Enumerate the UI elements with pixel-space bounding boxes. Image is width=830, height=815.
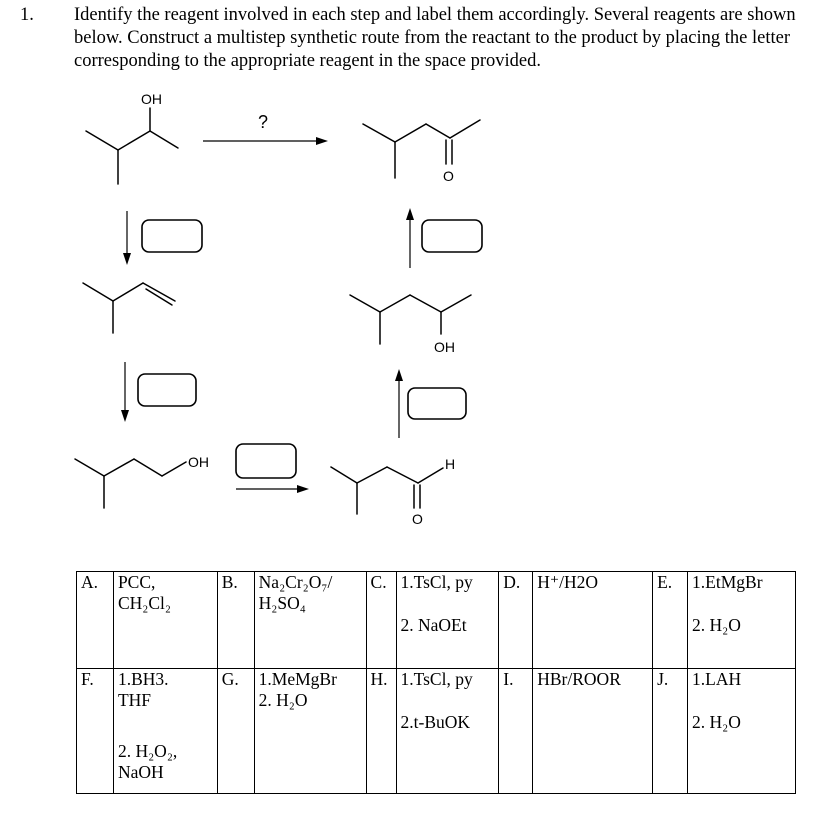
- reagent-c-cell: [396, 572, 499, 669]
- unknown-reagent-label: ?: [258, 112, 269, 132]
- secondary-alcohol-structure: [350, 295, 471, 355]
- reagent-b-letter: B.: [217, 572, 254, 669]
- reagent-a-line1: PCC,: [117, 572, 156, 592]
- reagent-i-line1: HBr/ROOR: [537, 668, 621, 689]
- reagent-table: [76, 571, 796, 794]
- question-prompt: Identify the reagent involved in each step and label them accordingly. Several reagents are shown below. Construct a multistep synthetic route from the reactant to the product by placing the letter corresponding to the appropriate reagent in the space provided.: [74, 5, 796, 71]
- step2-answer-box[interactable]: [138, 374, 196, 406]
- reagent-c-letter: C.: [366, 572, 396, 669]
- mid-oh-label: OH: [434, 339, 455, 355]
- reagent-j-cell: [688, 668, 796, 793]
- reagent-a-line2: CH₂Cl₂: [117, 593, 171, 613]
- reagent-c-line1: 1.TsCl, py: [400, 572, 473, 592]
- step5-arrowhead: [395, 369, 403, 381]
- reagent-row-2: [77, 668, 796, 793]
- reagent-j-letter: J.: [653, 668, 688, 793]
- reagent-e-line2: 2. H₂O: [692, 615, 741, 635]
- reagent-e-cell: [688, 572, 796, 669]
- reagent-j-line2: 2. H₂O: [692, 711, 741, 732]
- reagent-c-line2: 2. NaOEt: [400, 615, 467, 635]
- question-number: 1.: [20, 5, 34, 25]
- reagent-d-cell: [533, 572, 653, 669]
- alkene-structure: [83, 283, 175, 333]
- reagent-h-letter: H.: [366, 668, 396, 793]
- product-ketone-structure: [363, 120, 480, 184]
- step3-arrowhead: [297, 485, 309, 493]
- reagent-g-line1: 1.MeMgBr: [258, 668, 337, 689]
- primary-oh-label: OH: [188, 454, 209, 470]
- reagent-h-cell: [396, 668, 499, 793]
- start-oh-label: OH: [141, 91, 162, 107]
- aldehyde-h-label: H: [445, 456, 456, 472]
- reagent-g-letter: G.: [217, 668, 254, 793]
- step6-arrowhead: [406, 208, 414, 220]
- reagent-b-line1: Na₂Cr₂O₇/: [258, 572, 333, 592]
- step6-answer-box[interactable]: [422, 220, 482, 252]
- reagent-f-line1b: THF: [117, 689, 151, 710]
- step2-arrowhead: [121, 410, 129, 422]
- reagent-g-line2: 2. H₂O: [258, 689, 308, 710]
- starting-alcohol-structure: [86, 91, 178, 184]
- reagent-f-line1: 1.BH3.: [117, 668, 169, 689]
- reagent-f-cell: [113, 668, 217, 793]
- aldehyde-structure: [331, 456, 455, 527]
- aldehyde-o-label: O: [412, 511, 423, 527]
- reagent-b-line2: H₂SO₄: [258, 593, 306, 613]
- reagent-row-1: [77, 572, 796, 669]
- reagent-d-line1: H⁺/H2O: [537, 572, 599, 592]
- step3-answer-box[interactable]: [236, 444, 296, 478]
- reagent-e-letter: E.: [653, 572, 688, 669]
- reagent-f-line2b: NaOH: [117, 761, 164, 782]
- reagent-h-line2: 2.t-BuOK: [400, 711, 471, 732]
- reagent-j-line1: 1.LAH: [692, 668, 742, 689]
- step1-arrowhead: [123, 253, 131, 265]
- reagent-g-cell: [254, 668, 366, 793]
- reagent-e-line1: 1.EtMgBr: [692, 572, 763, 592]
- reagent-h-line1: 1.TsCl, py: [400, 668, 473, 689]
- reagent-a-letter: A.: [77, 572, 114, 669]
- reagent-f-line2: 2. H₂O₂,: [117, 740, 178, 761]
- reagent-b-cell: [254, 572, 366, 669]
- step1-answer-box[interactable]: [142, 220, 202, 252]
- overall-arrowhead: [316, 137, 328, 145]
- reagent-i-letter: I.: [499, 668, 533, 793]
- primary-alcohol-structure: [75, 454, 209, 508]
- reagent-a-cell: [113, 572, 217, 669]
- reagent-f-letter: F.: [77, 668, 114, 793]
- ketone-o-label: O: [443, 168, 454, 184]
- reagent-i-cell: [533, 668, 653, 793]
- reagent-d-letter: D.: [499, 572, 533, 669]
- step5-answer-box[interactable]: [408, 388, 466, 419]
